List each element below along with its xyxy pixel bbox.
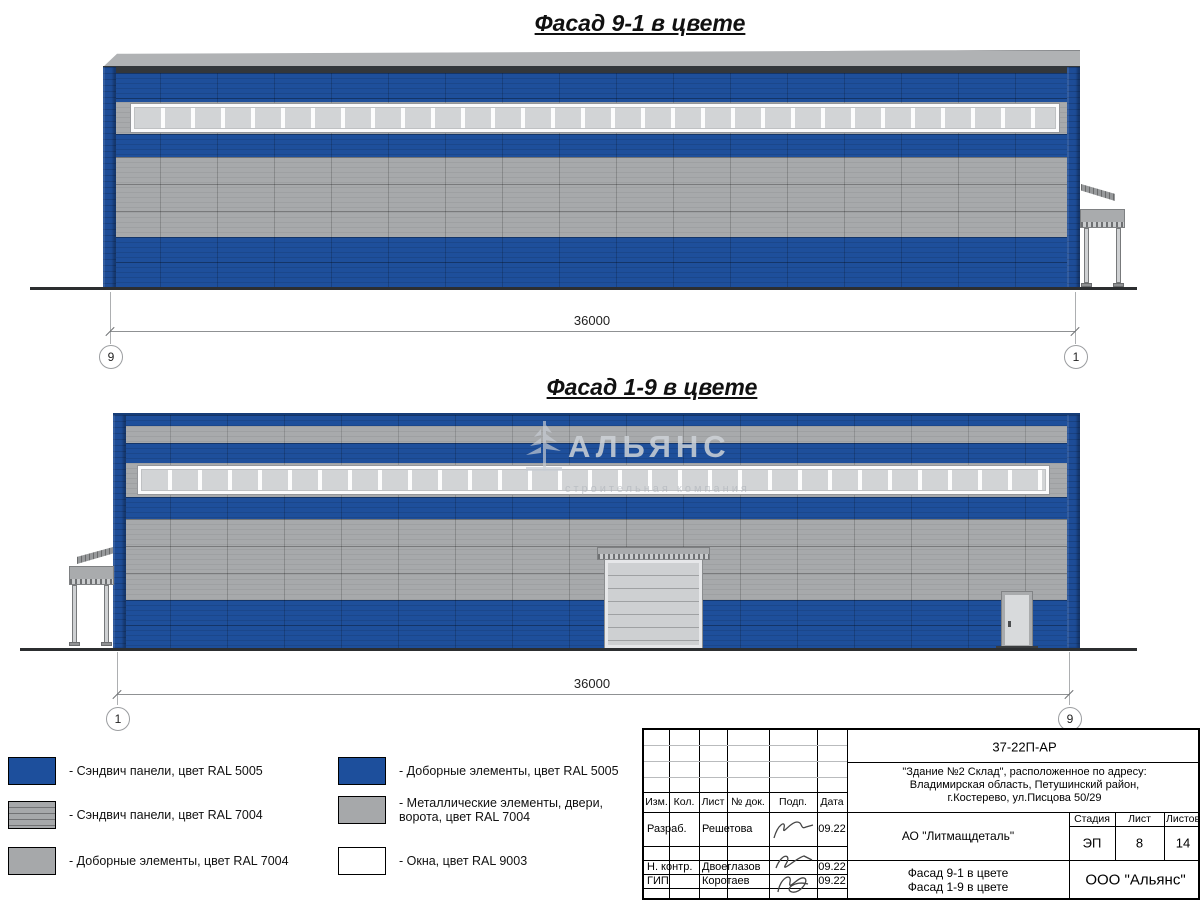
rev-header-kol: Кол.	[673, 796, 695, 808]
title-block-line	[847, 762, 1200, 763]
facade2-extension-line-left	[117, 652, 118, 705]
legend-item-trim-7004	[8, 847, 328, 875]
sheet-title-line2: Фасад 1-9 в цвете	[907, 880, 1009, 894]
facade2-blue-band-top	[113, 415, 1080, 426]
facade2-porch-roof	[69, 566, 114, 585]
role-label-ncontrol: Н. контр.	[647, 861, 693, 873]
rev-header-data: Дата	[820, 796, 844, 808]
facade1-porch-column-2	[1116, 228, 1121, 283]
facade2-blue-band-bottom	[113, 600, 1080, 648]
title-block	[642, 728, 1200, 900]
legend-swatch-gray	[338, 796, 386, 824]
facade1-side-canopy	[1081, 184, 1115, 201]
legend-swatch-gray	[8, 847, 56, 875]
facade1-dimension-line	[110, 331, 1075, 332]
title-block-line	[644, 761, 847, 762]
role-date-gip: 09.22	[818, 875, 846, 887]
legend-label: - Металлические элементы, двери, ворота, цвет RAL 7004	[399, 796, 604, 825]
facade2-porch-column-base-1	[69, 642, 80, 646]
facade2-extension-line-right	[1069, 652, 1070, 705]
facade1-gray-band	[103, 157, 1080, 237]
title-block-line	[1069, 826, 1200, 827]
legend-swatch-blue	[338, 757, 386, 785]
role-name-developer: Решетова	[702, 823, 753, 835]
title-block-line	[644, 812, 847, 813]
legend-label: - Доборные элементы, цвет RAL 5005	[399, 763, 619, 778]
facade1-blue-band-top	[103, 73, 1080, 102]
legend-swatch-gray-ribbed	[8, 801, 56, 829]
project-address-line3: г.Костерево, ул.Писцова 50/29	[947, 792, 1102, 804]
role-label-gip: ГИП	[647, 875, 669, 887]
facade1-axis-mark-left: 9	[99, 345, 123, 369]
role-date-ncontrol: 09.22	[818, 861, 846, 873]
facade2-title: Фасад 1-9 в цвете	[546, 374, 758, 400]
customer-name: АО "Литмащдеталь"	[901, 829, 1015, 843]
facade1-ground-line	[30, 287, 1137, 290]
role-label-developer: Разраб.	[647, 823, 687, 835]
watermark-alliance-text: АЛЬЯНС	[568, 429, 731, 464]
facade2-gate-canopy-hatch	[598, 554, 709, 559]
legend-label: - Доборные элементы, цвет RAL 7004	[69, 853, 289, 868]
facade2-left-corner-column	[113, 415, 126, 648]
facade2-dimension-label: 36000	[573, 676, 611, 691]
rev-header-podp: Подп.	[779, 796, 807, 808]
legend-item-sandwich-5005	[8, 757, 328, 785]
title-block-line	[644, 745, 847, 746]
legend-item-trim-5005	[338, 757, 638, 785]
facade1-roof-band	[103, 50, 1080, 67]
facade2-axis-mark-left: 1	[106, 707, 130, 731]
stage-header: Стадия	[1074, 813, 1110, 825]
legend-item-windows-9003	[338, 847, 638, 875]
role-name-ncontrol: Двоеглазов	[702, 861, 761, 873]
project-address-line1: "Здание №2 Склад", расположенное по адресу:	[902, 766, 1147, 778]
legend-swatch-white	[338, 847, 386, 875]
facade1-drawing	[103, 50, 1080, 291]
facade1-extension-line-right	[1075, 292, 1076, 344]
sheets-total: 14	[1175, 835, 1191, 851]
company-name: ООО "Альянс"	[1085, 871, 1186, 889]
watermark-alliance-subtitle: строительная компания	[565, 483, 750, 495]
project-address-line2: Владимирская область, Петушинский район,	[909, 779, 1140, 791]
facade1-blue-band-middle	[103, 134, 1080, 157]
facade2-ground-line	[20, 648, 1137, 651]
rev-header-izm: Изм.	[645, 796, 668, 808]
facade1-porch-roof	[1080, 209, 1125, 228]
signature-ncontrol-gip-icon	[770, 848, 816, 898]
facade2-porch-column-base-2	[101, 642, 112, 646]
title-block-line	[644, 888, 847, 889]
facade1-left-corner-column	[103, 67, 116, 288]
facade1-window-panes	[134, 107, 1056, 129]
legend-item-metal-7004	[338, 796, 638, 825]
stage-value: ЭП	[1082, 835, 1102, 851]
facade1-right-corner-column	[1067, 67, 1080, 288]
facade2-porch-column-2	[104, 585, 109, 646]
facade1-porch-roof-hatch	[1081, 222, 1124, 227]
legend-label: - Окна, цвет RAL 9003	[399, 853, 528, 868]
facade2-gate	[605, 560, 702, 648]
facade2-axis-mark-right: 9	[1058, 707, 1082, 731]
facade2-porch-roof-hatch	[70, 579, 113, 584]
facade2-door	[1002, 592, 1032, 648]
facade2-door-handle	[1008, 621, 1011, 627]
facade2-side-canopy	[77, 547, 113, 564]
legend-item-sandwich-7004	[8, 801, 328, 829]
title-block-line	[699, 730, 700, 898]
title-block-line	[847, 860, 1200, 861]
facade1-dimension-label: 36000	[573, 313, 611, 328]
facade1-blue-band-bottom	[103, 237, 1080, 288]
legend-swatch-blue	[8, 757, 56, 785]
legend-label: - Сэндвич панели, цвет RAL 7004	[69, 807, 263, 822]
role-date-developer: 09.22	[818, 823, 846, 835]
sheet-header: Лист	[1128, 813, 1151, 825]
facade1-porch-column-1	[1084, 228, 1089, 283]
title-block-line	[644, 792, 847, 793]
rev-header-doc: № док.	[731, 796, 765, 808]
facade2-dimension-line	[117, 694, 1069, 695]
facade2-porch-column-1	[72, 585, 77, 646]
sheet-number: 8	[1135, 835, 1144, 851]
title-block-line	[644, 846, 847, 847]
legend-label: - Сэндвич панели, цвет RAL 5005	[69, 763, 263, 778]
rev-header-list: Лист	[701, 796, 725, 808]
facade1-window-strip	[130, 103, 1060, 133]
title-block-line	[644, 777, 847, 778]
alliance-sail-logo-icon	[526, 421, 562, 475]
facade1-title: Фасад 9-1 в цвете	[534, 10, 746, 36]
role-name-gip: Коротаев	[702, 875, 750, 887]
facade2-right-corner-column	[1067, 415, 1080, 648]
facade1-parapet-strip	[103, 66, 1080, 73]
facade2-drawing	[113, 413, 1080, 650]
signature-developer-icon	[770, 816, 816, 844]
document-code: 37-22П-АР	[992, 739, 1057, 755]
sheets-header: Листов	[1165, 813, 1200, 825]
facade2-gate-canopy	[597, 547, 710, 560]
facade1-extension-line-left	[110, 292, 111, 344]
sheet-title-line1: Фасад 9-1 в цвете	[907, 866, 1009, 880]
facade2-blue-band-middle	[113, 497, 1080, 519]
facade1-axis-mark-right: 1	[1064, 345, 1088, 369]
